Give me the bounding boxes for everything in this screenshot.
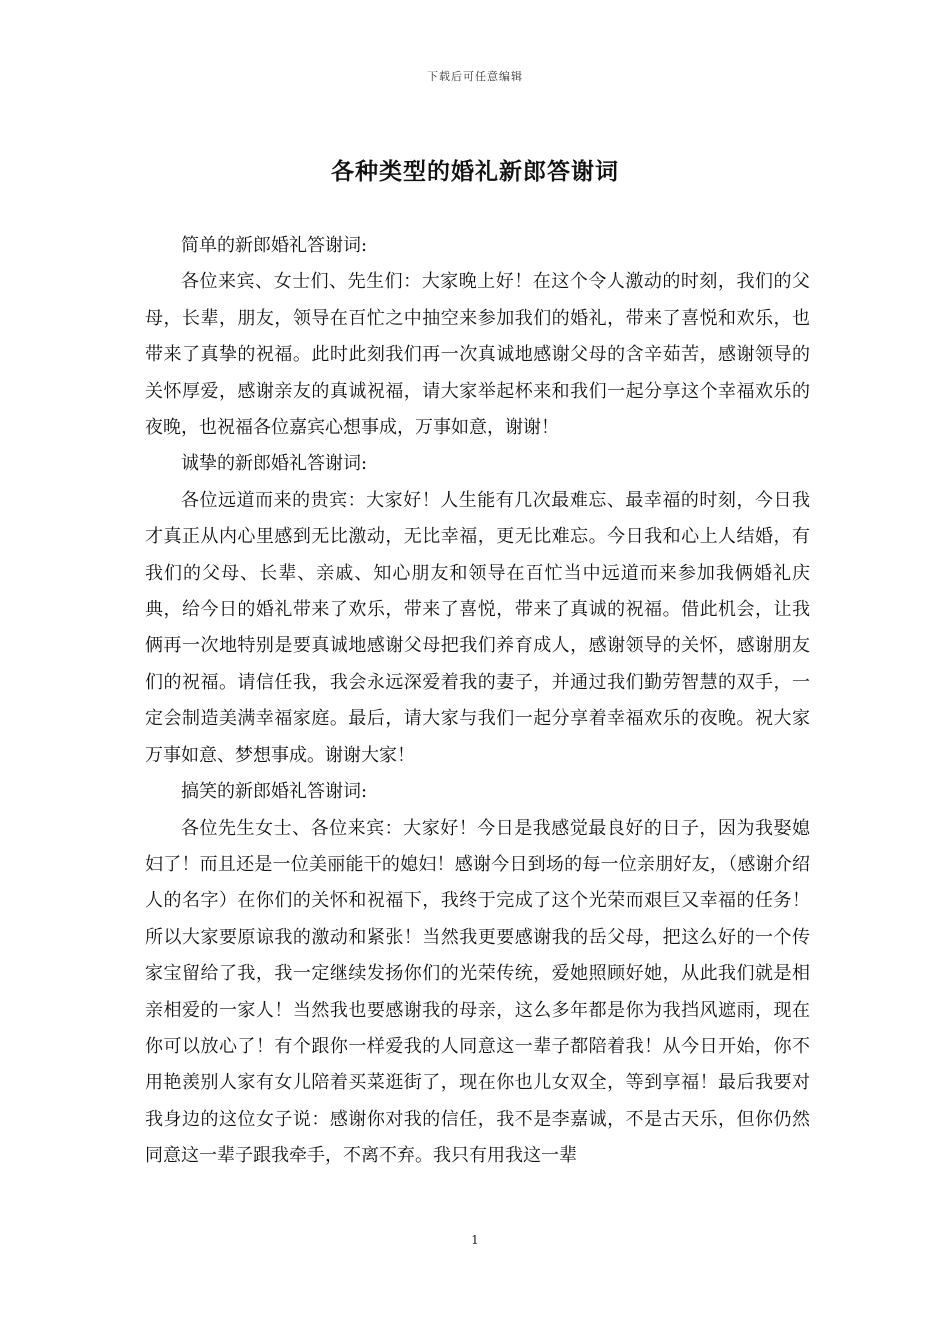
header-note: 下载后可任意编辑	[427, 70, 523, 83]
speech-paragraph-simple: 各位来宾、女士们、先生们：大家晚上好！在这个令人激动的时刻，我们的父母，长辈，朋友，领导在百忙之中抽空来参加我们的婚礼，带来了喜悦和欢乐，也带来了真挚的祝福。此时此刻我们再一次真诚地感谢父母的含辛茹苦，感谢领导的关怀厚爱，感谢亲友的真诚祝福，请大家举起杯来和我们一起分享这个幸福欢乐的夜晚，也祝福各位嘉宾心想事成，万事如意，谢谢！	[145, 271, 810, 439]
page-number: 1	[471, 1233, 479, 1247]
section-heading-funny: 搞笑的新郎婚礼答谢词:	[181, 781, 368, 803]
speech-paragraph-funny: 各位先生女士、各位来宾：大家好！今日是我感觉最良好的日子，因为我娶媳妇了！而且还是一位美丽能干的媳妇！感谢今日到场的每一位亲朋好友，（感谢介绍人的名字）在你们的关怀和祝福下，我终于完成了这个光荣而艰巨又幸福的任务！所以大家要原谅我的激动和紧张！当然我更要感谢我的岳父母，把这么好的一个传家宝留给了我，我一定继续发扬你们的光荣传统，爱她照顾好她，从此我们就是相亲相爱的一家人！当然我也要感谢我的母亲，这么多年都是你为我挡风遮雨，现在你可以放心了！有个跟你一样爱我的人同意这一辈子都陪着我！从今日开始，你不用艳羡别人家有女儿陪着买菜逛街了，现在你也儿女双全，等到享福！最后我要对我身边的这位女子说：感谢你对我的信任，我不是李嘉诚，不是古天乐，但你仍然同意这一辈子跟我牵手，不离不弃。我只有用我这一辈	[145, 817, 810, 1167]
speech-paragraph-sincere: 各位远道而来的贵宾：大家好！人生能有几次最难忘、最幸福的时刻，今日我才真正从内心里感到无比激动，无比幸福，更无比难忘。今日我和心上人结婚，有我们的父母、长辈、亲戚、知心朋友和领导在百忙当中远道而来参加我俩婚礼庆典，给今日的婚礼带来了欢乐，带来了喜悦，带来了真诚的祝福。借此机会，让我俩再一次地特别是要真诚地感谢父母把我们养育成人，感谢领导的关怀，感谢朋友们的祝福。请信任我，我会永远深爱着我的妻子，并通过我们勤劳智慧的双手，一定会制造美满幸福家庭。最后，请大家与我们一起分享着幸福欢乐的夜晚。祝大家万事如意、梦想事成。谢谢大家！	[145, 489, 810, 766]
document-title: 各种类型的婚礼新郎答谢词	[331, 158, 619, 185]
section-heading-sincere: 诚挚的新郎婚礼答谢词:	[181, 453, 368, 475]
section-heading-simple: 简单的新郎婚礼答谢词:	[181, 235, 368, 256]
document-body	[145, 228, 810, 1175]
